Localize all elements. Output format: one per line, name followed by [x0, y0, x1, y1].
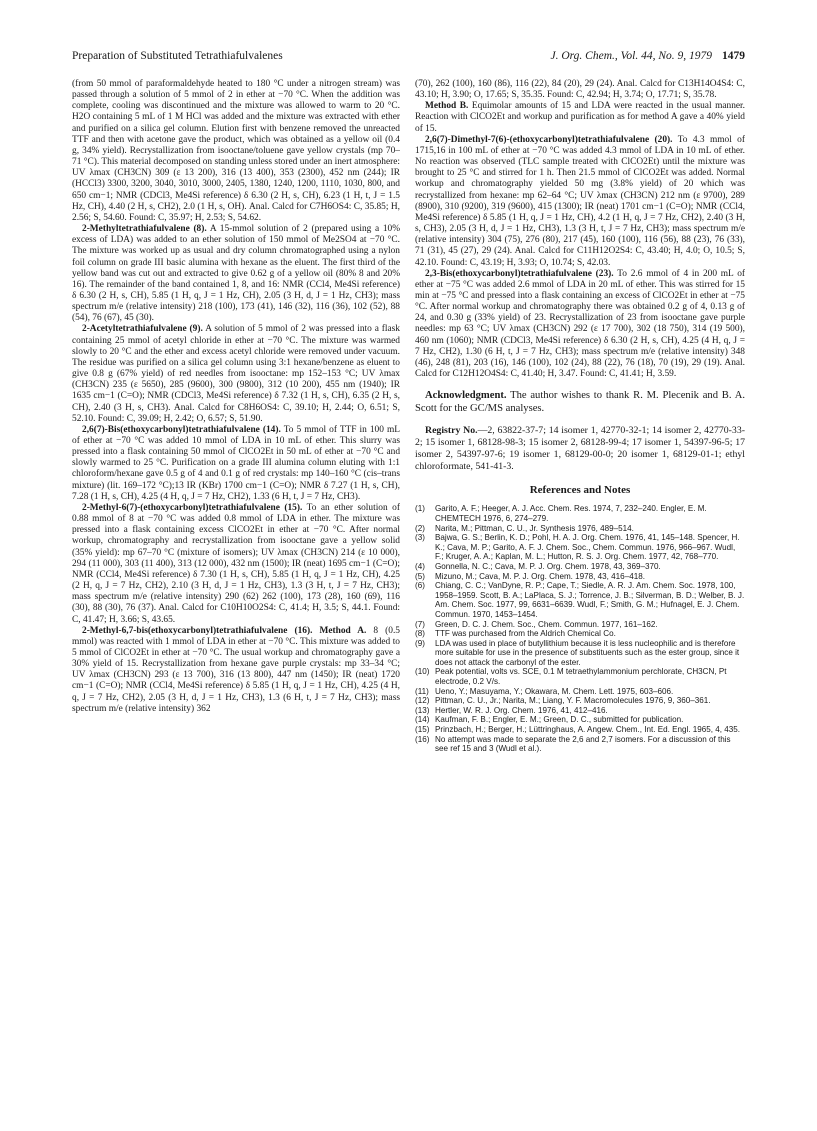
reference-number: (4)	[415, 561, 425, 571]
paragraph	[72, 626, 400, 715]
paragraph-heading: 2,3-Bis(ethoxycarbonyl)tetrathiafulvalene (23).	[425, 268, 614, 279]
reference-number: (8)	[415, 629, 425, 639]
reference-text: Prinzbach, H.; Berger, H.; Lüttringhaus, A. Angew. Chem., Int. Ed. Engl. 1965, 4, 435.	[435, 725, 741, 735]
reference-item	[415, 725, 745, 735]
reference-item	[415, 639, 745, 668]
page-number: 1479	[722, 50, 745, 62]
reference-text: Peak potential, volts vs. SCE, 0.1 M tetraethylammonium perchlorate, CH3CN, Pt electrode, 0.2 V/s.	[435, 667, 727, 687]
paragraph	[415, 269, 745, 381]
journal-citation	[550, 50, 745, 62]
acknowledgment-heading: Acknowledgment.	[425, 390, 507, 402]
reference-item	[415, 581, 745, 619]
paragraph	[415, 79, 745, 101]
paragraph-text: A 15-mmol solution of 2 (prepared using a 10% excess of LDA) was added to an ether solution of 150 mmol of Me2SO4 at −70 °C. The mixture was worked up as usual and dry column chromatographed using a nylon foil column on grade III basic alumina with hexane as the eluent. The first third of the yellow band was cut out and extracted to give 0.62 g of a yellow oil (80% 8 and 20% 16). The remainder of the band contained 1, 8, and 16: NMR (CCl4, Me4Si reference) δ 6.30 (2 H, s, CH), 5.85 (1 H, q, J = 1 Hz, CH), 2.05 (3 H, d, J = 1 Hz, CH3); mass spectrum m/e (relative intensity) 218 (100), 173 (41), 146 (32), 116 (36), 102 (52), 88 (54), 76 (67), 45 (30).	[72, 224, 401, 324]
paragraph-heading: 2,6(7)-Dimethyl-7(6)-(ethoxycarbonyl)tetrathiafulvalene (20).	[425, 134, 673, 145]
reference-text: Ueno, Y.; Masuyama, Y.; Okawara, M. Chem. Lett. 1975, 603–606.	[435, 686, 674, 696]
paragraph	[415, 101, 745, 134]
reference-item	[415, 562, 745, 572]
reference-item	[415, 629, 745, 639]
reference-item	[415, 715, 745, 725]
left-column	[72, 79, 400, 715]
paragraph	[72, 224, 400, 324]
right-column	[415, 79, 745, 754]
paragraph-text: To an ether solution of 0.88 mmol of 8 at −70 °C was added 0.8 mmol of LDA in ether. The mixture was pressed into a flask containing excess ClCO2Et in ether at −70 °C. After normal workup, chromatography and recrystallization from isooctane gave a yellow solid (35% yield): mp 67–70 °C (mixture of isomers); UV λmax (CH3CN) 214 (ε 10 000), 294 (11 000), 303 (11 400), 313 (12 000), 432 nm (1500); IR (neat) 1695 cm−1 (C=O); NMR (CCl4, Me4Si reference) δ 7.30 (1 H, s, CH), 5.85 (1 H, q, J = 1 Hz, CH), 4.25 (2 H, q, J = 7 Hz, CH2), 2.10 (3 H, d, J = 1 Hz, CH3), 1.3 (3 H, t, J = 7 Hz, CH3); mass spectrum m/e (relative intensity) 290 (62) 262 (100), 173 (28), 160 (69), 116 (30), 88 (30), 76 (37). Anal. Calcd for C10H10O2S4: C, 41.4; H, 3.5; S, 44.1. Found: C, 41.47; H, 3.66; S, 43.65.	[72, 502, 400, 625]
paragraph-heading: 2-Methyltetrathiafulvalene (8).	[82, 224, 207, 235]
reference-text: Pittman, C. U., Jr.; Narita, M.; Liang, Y. F. Macromolecules 1976, 9, 360–361.	[435, 696, 711, 706]
paragraph-heading: 2-Methyl-6,7-bis(ethoxycarbonyl)tetrathiafulvalene (16). Method A.	[82, 625, 367, 636]
registry-heading: Registry No.	[425, 425, 478, 437]
reference-number: (14)	[415, 715, 430, 725]
acknowledgment	[415, 389, 745, 415]
reference-item	[415, 533, 745, 562]
paragraph-text: A solution of 5 mmol of 2 was pressed into a flask containing 25 mmol of acetyl chloride in ether at −70 °C. The mixture was warmed slowly to 20 °C and the ether and excess acetyl chloride were removed under vacuum. The residue was purified on a silica gel column using 3:1 hexane/benzene as eluent to give 0.8 g (67% yield) of red needles from isooctane: mp 152–153 °C; UV λmax (CH3CN) 235 (ε 5650), 285 (9600), 300 (9800), 312 (10 200), 455 nm (1940); IR 1635 cm−1 (C=O); NMR (CDCl3, Me4Si reference) δ 7.32 (1 H, s, CH), 6.35 (2 H, s, CH), 2.40 (3 H, s, CH3). Anal. Calcd for C8H6OS4: C, 39.10; H, 2.44; O, 6.51; S, 52.10. Found: C, 39.09; H, 2.42; O, 6.57; S, 51.90.	[72, 324, 400, 424]
journal-name: J. Org. Chem., Vol. 44, No. 9, 1979	[550, 50, 712, 62]
reference-text: LDA was used in place of butyllithium because it is less nucleophilic and is therefore more suitable for use in the presence of substituents such as the ester group, since it does not attack the carbonyl of the ester.	[435, 638, 740, 667]
acknowledgment-text: The author wishes to thank R. M. Plecenik and B. A. Scott for the GC/MS analyses.	[415, 390, 745, 415]
paragraph	[72, 503, 400, 626]
paragraph-text: To 5 mmol of TTF in 100 mL of ether at −70 °C was added 10 mmol of LDA in 10 mL of ether. This slurry was pressed into a flask containing 50 mmol of ClCO2Et in 50 mL of ether at −70 °C and slowly warmed to 25 °C. Purification on a grade III alumina column eluting with 1:1 chloroform/hexane gave 0.5 g of 4 and 0.1 g of red crystals: mp 140–160 °C (cis–trans mixture) (lit. 169–172 °C);13 IR (KBr) 1700 cm−1 (C=O); NMR δ 7.27 (1 H, s, CH), 7.28 (1 H, s, CH), 4.25 (4 H, q, J = 7 Hz, CH2), 1.33 (6 H, t, J = 7 Hz, CH3).	[72, 424, 400, 502]
reference-text: Bajwa, G. S.; Berlin, K. D.; Pohl, H. A. J. Org. Chem. 1976, 41, 145–148. Spencer, H. K.; Cava, M. P.; Garito, A. F. J. Chem. Soc., Chem. Commun. 1976, 966–967. Wudl, F.; Kruger, A. A.; Kaplan, M. L.; Hutton, R. S. J. Org. Chem. 1977, 42, 768–770.	[435, 533, 740, 562]
paragraph-text: To 2.6 mmol of 4 in 200 mL of ether at −75 °C was added 2.6 mmol of LDA in 20 mL of ether. This was stirred for 15 min at −75 °C and pressed into a flask containing an excess of ClCO2Et in ether at −75 °C. After normal workup and chromatography there was obtained 0.2 g of 4, 0.13 g of 24, and 0.30 g (33% yield) of 23. Recrystallization of 23 from isooctane gave purple needles: mp 63 °C; UV λmax (CH3CN) 292 (ε 17 700), 302 (18 750), 314 (19 500), 460 nm (1060); NMR (CDCl3, Me4Si reference) δ 6.30 (2 H, s, CH), 4.25 (4 H, q, J = 7 Hz, CH2), 1.30 (6 H, t, J = 7 Hz, CH3); mass spectrum m/e (relative intensity) 348 (46), 248 (81), 203 (16), 146 (100), 102 (24), 88 (22), 76 (18), 70 (19), 29 (19). Anal. Calcd for C12H12O4S4: C, 41.40; H, 3.47. Found: C, 41.41; H, 3.59.	[415, 268, 746, 380]
reference-number: (16)	[415, 734, 430, 744]
running-title: Preparation of Substituted Tetrathiafulvalenes	[72, 50, 283, 62]
reference-number: (6)	[415, 581, 425, 591]
reference-item	[415, 706, 745, 716]
reference-item	[415, 620, 745, 630]
reference-item	[415, 687, 745, 697]
reference-item	[415, 667, 745, 686]
reference-text: Hertler, W. R. J. Org. Chem. 1976, 41, 412–416.	[435, 705, 608, 715]
reference-number: (7)	[415, 619, 425, 629]
reference-text: Garito, A. F.; Heeger, A. J. Acc. Chem. Res. 1974, 7, 232–240. Engler, E. M. CHEMTECH 1976, 6, 274–279.	[435, 504, 707, 523]
paragraph	[72, 425, 400, 503]
reference-number: (1)	[415, 504, 425, 514]
reference-item	[415, 572, 745, 582]
paragraph-text: To 4.3 mmol of 1715,16 in 100 mL of ether at −70 °C was added 4.3 mmol of LDA in 10 mL of ether. No reaction was observed (TLC sample treated with ClCO2Et) until the mixture was brought to 25 °C and stirred for 1 h. Then 21.5 mmol of ClCO2Et was added. Normal workup and chromatography yielded 50 mg (3.8% yield) of 20 which was recrystallized from hexane: mp 62–64 °C; UV λmax (CH3CN) 212 nm (ε 9700), 289 (8900), 310 (9200), 319 (9600), 415 (1300); IR (neat) 1701 cm−1 (C=O); NMR (CCl4, Me4Si reference) δ 5.85 (1 H, q, J = 1 Hz, CH), 4.2 (1 H, q, J = 7 Hz, CH2), 2.40 (3 H, s, CH3), 2.05 (3 H, d, J = 1 Hz, CH3), 1.3 (3 H, t, J = 7 Hz, CH3); mass spectrum m/e (relative intensity) 304 (75), 276 (80), 217 (45), 160 (100), 116 (56), 88 (23), 76 (33), 71 (31), 45 (27), 29 (24). Anal. Calcd for C11H12O2S4: C, 43.40; H, 4.0; O, 10.5; S, 42.10. Found: C, 43.19; H, 3.93; O, 10.74; S, 42.03.	[415, 134, 745, 268]
references-heading: References and Notes	[529, 484, 631, 497]
paragraph-heading: 2-Methyl-6(7)-(ethoxycarbonyl)tetrathiafulvalene (15).	[82, 502, 303, 513]
paragraph-text: (from 50 mmol of paraformaldehyde heated to 180 °C under a nitrogen stream) was passed through a solution of 5 mmol of 2 in ether at −70 °C. When the addition was complete, cooling was discontinued and the mixture was allowed to warm to 20 °C. H2O containing 5 mL of 1 M HCl was added and the mixture was extracted with ether and purified on a silica gel column. Elution first with benzene removed the unreacted TTF and then with acetone gave the product, which was obtained as a yellow oil (0.4 g, 34% yield). Recrystallization from isooctane/toluene gave yellow crystals (mp 70–71 °C). This material decomposed on standing unless stored under an inert atmosphere: UV λmax (CH3CN) 309 (ε 13 200), 316 (13 400), 353 (2300), 452 nm (244); IR (HCCl3) 3300, 3200, 3040, 3010, 3000, 2405, 1380, 1240, 1200, 1110, 1030, 800, and 650 cm−1; NMR (CDCl3, Me4Si reference) δ 6.30 (2 H, s, CH), 6.23 (1 H, t, J = 1.5 Hz, CH), 4.40 (2 H, s, CH2), 2.0 (1 H, s, OH). Anal. Calcd for C7H6OS4: C, 35.85; H, 2.56; S, 54.60. Found: C, 35.97; H, 2.53; S, 54.62.	[72, 79, 400, 223]
reference-number: (2)	[415, 523, 425, 533]
paragraph	[72, 324, 400, 424]
registry-numbers	[415, 425, 745, 473]
reference-text: Chiang, C. C.; VanDyne, R. P.; Cape, T.; Siedle, A. R. J. Am. Chem. Soc. 1978, 100, 1958–1959. Scott, B. A.; LaPlaca, S. J.; Torrence, J. B.; Silverman, B. D.; Welber, B. J. Am. Chem. Soc. 1977, 99, 6631–6639. Wudl, F.; Smith, G. M.; Hufnagel, E. J. Chem. Commun. 1970, 1453–1454.	[435, 581, 745, 619]
paragraph	[415, 135, 745, 269]
reference-item	[415, 504, 745, 523]
paragraph-text: Equimolar amounts of 15 and LDA were reacted in the usual manner. Reaction with ClCO2Et and workup and purification as for method A gave a 40% yield of 15.	[415, 101, 746, 134]
reference-number: (11)	[415, 686, 429, 696]
reference-text: Kaufman, F. B.; Engler, E. M.; Green, D. C., submitted for publication.	[435, 715, 684, 725]
reference-text: Mizuno, M.; Cava, M. P. J. Org. Chem. 1978, 43, 416–418.	[435, 571, 645, 581]
reference-item	[415, 696, 745, 706]
reference-number: (15)	[415, 725, 430, 735]
reference-number: (9)	[415, 638, 425, 648]
reference-text: No attempt was made to separate the 2,6 and 2,7 isomers. For a discussion of this see ref 15 and 3 (Wudl et al.).	[435, 734, 731, 754]
paragraph-text: (70), 262 (100), 160 (86), 116 (22), 84 (20), 29 (24). Anal. Calcd for C13H14O4S4: C, 43.10; H, 3.90; O, 17.65; S, 35.35. Found: C, 42.94; H, 3.74; O, 17.71; S, 35.78.	[415, 79, 745, 101]
reference-text: Narita, M.; Pittman, C. U., Jr. Synthesis 1976, 489–514.	[435, 523, 634, 533]
paragraph-heading: Method B.	[425, 101, 469, 112]
reference-number: (13)	[415, 705, 430, 715]
reference-text: Gonnella, N. C.; Cava, M. P. J. Org. Chem. 1978, 43, 369–370.	[435, 561, 661, 571]
reference-item	[415, 735, 745, 754]
paragraph-text: 8 (0.5 mmol) was reacted with 1 mmol of LDA in ether at −70 °C. This mixture was added to 5 mmol of ClCO2Et in ether at −70 °C. The usual workup and chromatography gave a 30% yield of 15. Recrystallization from hexane gave purple crystals: mp 33–34 °C; UV λmax (CH3CN) 293 (ε 13 700), 316 (13 800), 447 nm (1450); IR (neat) 1720 cm−1 (C=O); NMR (CCl4, Me4Si reference) δ 5.85 (1 H, q, J = 1 Hz, CH), 4.25 (4 H, q, J = 7 Hz, CH2), 2.05 (3 H, d, J = 1 Hz, CH3), 1.3 (6 H, t, J = 7 Hz, CH3); mass spectrum m/e (relative intensity) 362	[72, 625, 400, 714]
reference-text: Green, D. C. J. Chem. Soc., Chem. Commun. 1977, 161–162.	[435, 619, 658, 629]
paragraph	[72, 79, 400, 224]
paragraph-heading: 2,6(7)-Bis(ethoxycarbonyl)tetrathiafulvalene (14).	[82, 424, 281, 435]
registry-text: —2, 63822-37-7; 14 isomer 1, 42770-32-1; 14 isomer 2, 42770-33-2; 15 isomer 1, 68128-98-3; 15 isomer 2, 68128-99-4; 17 isomer 1, 54397-96-5; 17 isomer 2, 54397-97-6; 19 isomer 1, 68129-00-0; 20 isomer 1, 68129-01-1; ethyl chloroformate, 541-41-3.	[415, 425, 745, 473]
paragraph-heading: 2-Acetyltetrathiafulvalene (9).	[82, 324, 203, 335]
running-header	[72, 50, 745, 68]
reference-number: (5)	[415, 571, 425, 581]
references-list	[415, 504, 745, 753]
reference-number: (10)	[415, 667, 430, 677]
reference-text: TTF was purchased from the Aldrich Chemical Co.	[435, 629, 616, 639]
reference-number: (3)	[415, 533, 425, 543]
reference-item	[415, 524, 745, 534]
reference-number: (12)	[415, 696, 430, 706]
